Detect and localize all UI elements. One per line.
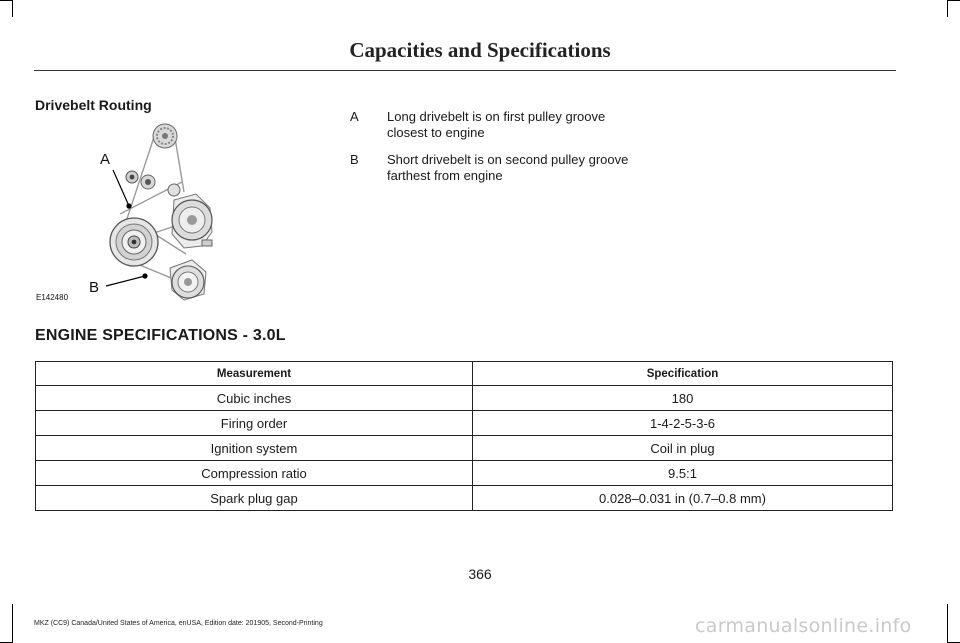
drivebelt-section-title: Drivebelt Routing [35,97,152,113]
engine-specs-title: ENGINE SPECIFICATIONS - 3.0L [35,327,286,344]
bottom-pulley [170,260,206,300]
engine-specs-table [35,361,893,511]
legend-key: B [350,152,359,167]
header-divider [34,70,896,71]
top-idler-pulley [153,124,177,148]
table-header-row [36,362,893,386]
legend-text: Long drivebelt is on first pulley groove closest to engine [387,109,606,140]
column-header-specification: Specification [473,362,893,386]
figure-label-b: B [89,279,100,296]
crop-mark-top-left [12,0,13,17]
footer-edition-text: MKZ (CC9) Canada/United States of America, enUSA, Edition date: 201905, Second-Printing [34,620,323,627]
crop-mark-bottom-left [12,604,13,643]
table-row [36,386,893,411]
drivebelt-routing-diagram [34,122,214,306]
figure-label-a: A [100,151,111,168]
page-header-title: Capacities and Specifications [349,38,611,62]
table-row [36,436,893,461]
specification-cell: 1-4-2-5-3-6 [473,411,893,436]
column-header-measurement: Measurement [36,362,473,386]
table-row [36,461,893,486]
legend-text: Short drivebelt is on second pulley groove farthest from engine [387,152,629,183]
legend-item [350,109,630,141]
measurement-cell: Spark plug gap [36,486,473,511]
specification-cell: 0.028–0.031 in (0.7–0.8 mm) [473,486,893,511]
crop-mark-bottom-right [947,604,948,643]
legend-item [350,152,630,184]
table-row [36,486,893,511]
measurement-cell: Firing order [36,411,473,436]
specification-cell: Coil in plug [473,436,893,461]
crop-mark-top-right [947,0,948,17]
legend-key: A [350,109,359,124]
watermark-text: carmanualsonline.info [695,615,912,637]
right-pulley [172,194,212,248]
measurement-cell: Compression ratio [36,461,473,486]
page-number: 366 [468,566,492,582]
crankshaft-pulley [110,218,158,266]
specification-cell: 180 [473,386,893,411]
table-row [36,411,893,436]
drivebelt-legend [350,109,630,195]
crop-mark-top-right [947,0,960,1]
figure-id: E142480 [36,293,69,302]
specification-cell: 9.5:1 [473,461,893,486]
measurement-cell: Cubic inches [36,386,473,411]
measurement-cell: Ignition system [36,436,473,461]
